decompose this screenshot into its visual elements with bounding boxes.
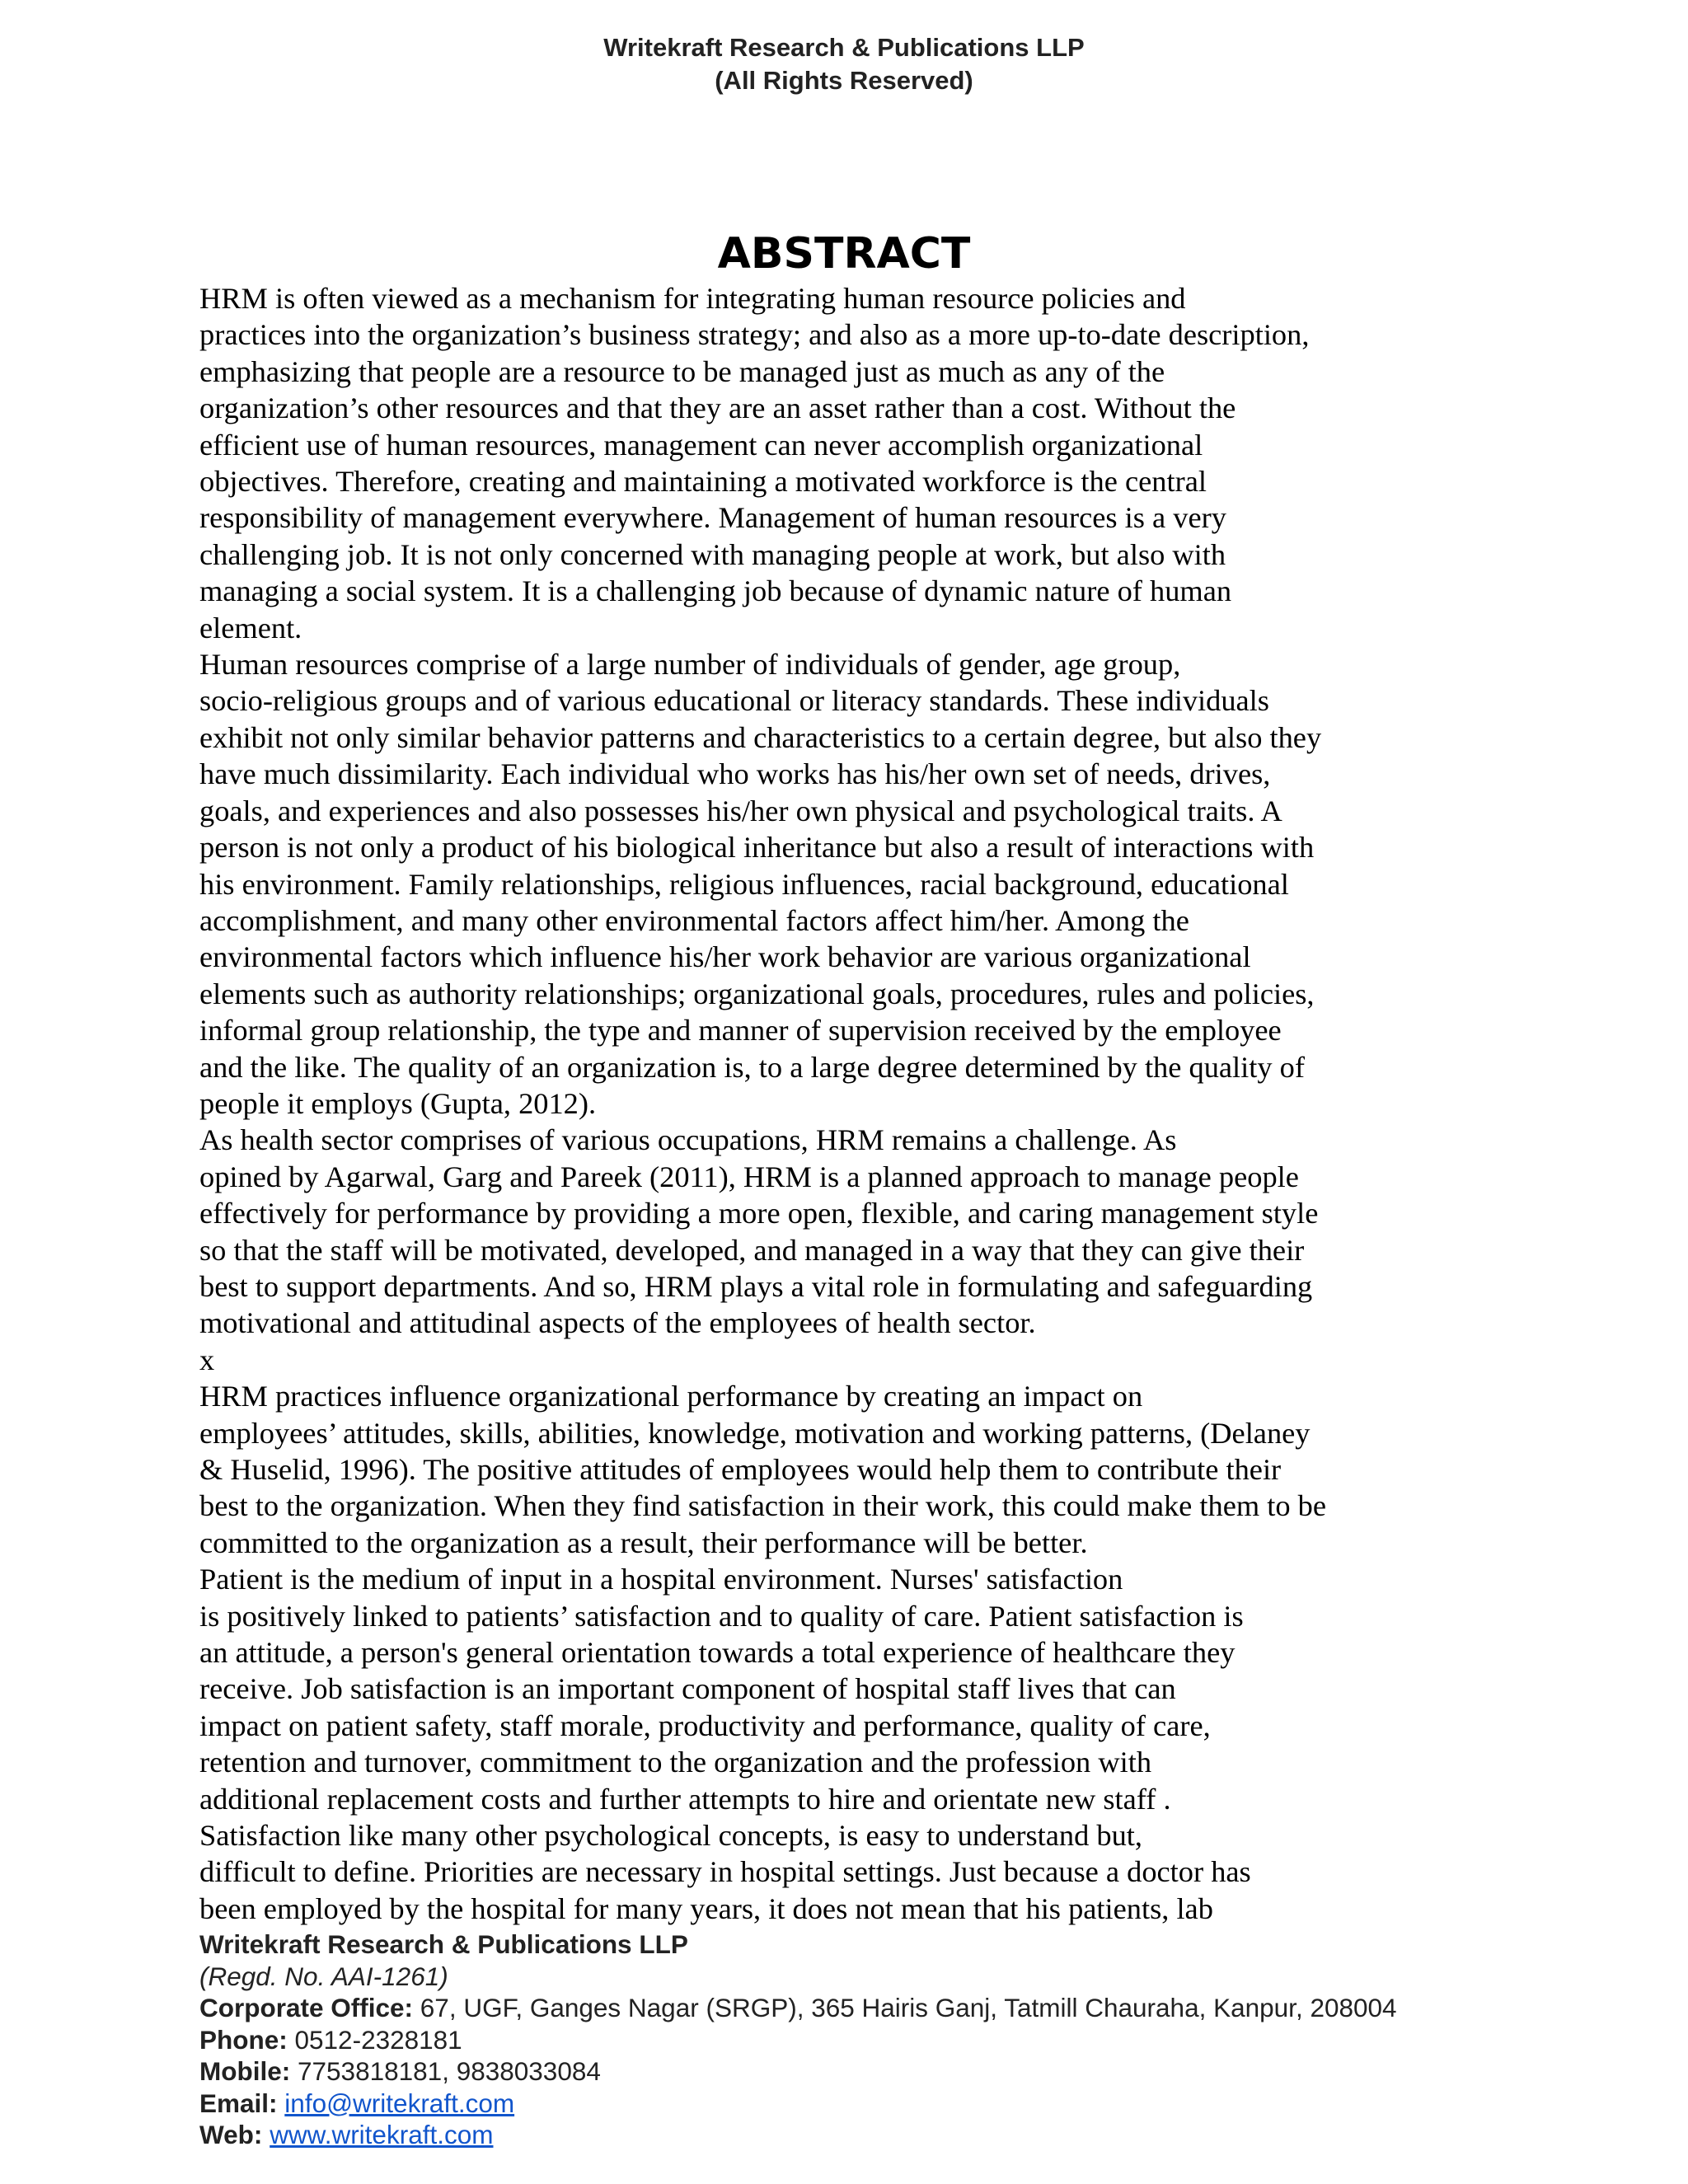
body-text-line: efficient use of human resources, management can never accomplish organizational bbox=[199, 428, 1203, 462]
body-text-line: Satisfaction like many other psychological concepts, is easy to understand but, bbox=[199, 1819, 1143, 1853]
body-text-line: is positively linked to patients’ satisfaction and to quality of care. Patient satisfaction is bbox=[199, 1599, 1244, 1633]
body-text-line: have much dissimilarity. Each individual who works has his/her own set of needs, drives, bbox=[199, 757, 1271, 791]
body-text-line: impact on patient safety, staff morale, productivity and performance, quality of care, bbox=[199, 1708, 1211, 1742]
body-text-line: exhibit not only similar behavior patterns and characteristics to a certain degree, but also they bbox=[199, 720, 1322, 754]
body-text-line: motivational and attitudinal aspects of the employees of health sector. bbox=[199, 1306, 1036, 1340]
website-link[interactable]: www.writekraft.com bbox=[270, 2120, 494, 2149]
header-company-name: Writekraft Research & Publications LLP bbox=[603, 33, 1085, 62]
footer-office-address bbox=[199, 1992, 1667, 2024]
footer-registration-number: (Regd. No. AAI-1261) bbox=[199, 1961, 448, 1991]
page-header bbox=[0, 31, 1688, 97]
email-link[interactable]: info@writekraft.com bbox=[284, 2088, 515, 2118]
body-text-line: & Huselid, 1996). The positive attitudes of employees would help them to contribute their bbox=[199, 1453, 1282, 1486]
mobile-value: 7753818181, 9838033084 bbox=[290, 2056, 601, 2086]
footer-mobile bbox=[199, 2055, 1667, 2088]
abstract-title: ABSTRACT bbox=[717, 229, 971, 279]
body-text-line: employees’ attitudes, skills, abilities, knowledge, motivation and working patterns, (Delaney bbox=[199, 1416, 1311, 1450]
phone-label: Phone: bbox=[199, 2024, 288, 2055]
body-text-line: informal group relationship, the type and manner of supervision received by the employee bbox=[199, 1014, 1282, 1047]
email-label: Email: bbox=[199, 2088, 278, 2118]
body-text-line: his environment. Family relationships, religious influences, racial background, educational bbox=[199, 867, 1289, 901]
body-text-line: difficult to define. Priorities are necessary in hospital settings. Just because a doctor has bbox=[199, 1855, 1251, 1889]
body-text-line: additional replacement costs and further attempts to hire and orientate new staff . bbox=[199, 1782, 1171, 1816]
body-text-line: Human resources comprise of a large number of individuals of gender, age group, bbox=[199, 648, 1181, 682]
body-text-line: person is not only a product of his biological inheritance but also a result of interactions with bbox=[199, 831, 1315, 865]
body-text-line: environmental factors which influence his/her work behavior are various organizational bbox=[199, 940, 1251, 974]
header-rights-notice: (All Rights Reserved) bbox=[715, 66, 973, 95]
body-text-line: been employed by the hospital for many years, it does not mean that his patients, lab bbox=[199, 1891, 1213, 1925]
body-text-line: best to support departments. And so, HRM plays a vital role in formulating and safeguarding bbox=[199, 1269, 1313, 1303]
body-text-line: objectives. Therefore, creating and maintaining a motivated workforce is the central bbox=[199, 465, 1207, 499]
abstract-body bbox=[199, 280, 1617, 1927]
mobile-label: Mobile: bbox=[199, 2056, 291, 2086]
footer-web bbox=[199, 2119, 1667, 2151]
body-text-line: responsibility of management everywhere. Management of human resources is a very bbox=[199, 501, 1226, 535]
body-text-line: committed to the organization as a result, their performance will be better. bbox=[199, 1526, 1088, 1559]
body-text-line: HRM is often viewed as a mechanism for integrating human resource policies and bbox=[199, 282, 1186, 315]
office-label: Corporate Office: bbox=[199, 1993, 414, 2022]
body-text-line: managing a social system. It is a challenging job because of dynamic nature of human bbox=[199, 574, 1232, 608]
body-text-line: an attitude, a person's general orientation towards a total experience of healthcare they bbox=[199, 1636, 1236, 1670]
body-text-line: receive. Job satisfaction is an important component of hospital staff lives that can bbox=[199, 1672, 1176, 1706]
body-text-line: organization’s other resources and that they are an asset rather than a cost. Without the bbox=[199, 391, 1236, 425]
body-text-line: x bbox=[199, 1343, 215, 1376]
body-text-line: best to the organization. When they find satisfaction in their work, this could make them to be bbox=[199, 1489, 1327, 1523]
body-text-line: people it employs (Gupta, 2012). bbox=[199, 1086, 597, 1120]
body-text-line: challenging job. It is not only concerned with managing people at work, but also with bbox=[199, 537, 1226, 571]
body-text-line: and the like. The quality of an organization is, to a large degree determined by the quality of bbox=[199, 1050, 1305, 1084]
body-text-line: emphasizing that people are a resource to be managed just as much as any of the bbox=[199, 354, 1165, 388]
body-text-line: effectively for performance by providing a more open, flexible, and caring management style bbox=[199, 1197, 1319, 1230]
footer-phone bbox=[199, 2024, 1667, 2056]
footer-email bbox=[199, 2088, 1667, 2120]
body-text-line: HRM practices influence organizational performance by creating an impact on bbox=[199, 1380, 1143, 1413]
body-text-line: retention and turnover, commitment to the organization and the profession with bbox=[199, 1746, 1152, 1779]
body-text-line: goals, and experiences and also possesses his/her own physical and psychological traits. A bbox=[199, 794, 1282, 827]
body-text-line: practices into the organization’s business strategy; and also as a more up-to-date description, bbox=[199, 318, 1310, 352]
phone-value: 0512-2328181 bbox=[287, 2024, 462, 2055]
body-text-line: socio-religious groups and of various educational or literacy standards. These individuals bbox=[199, 684, 1269, 718]
office-address-value: 67, UGF, Ganges Nagar (SRGP), 365 Hairis Ganj, Tatmill Chauraha, Kanpur, 208004 bbox=[413, 1993, 1397, 2022]
body-text-line: Patient is the medium of input in a hospital environment. Nurses' satisfaction bbox=[199, 1563, 1123, 1596]
body-text-line: accomplishment, and many other environmental factors affect him/her. Among the bbox=[199, 903, 1189, 937]
web-label: Web: bbox=[199, 2120, 263, 2149]
body-text-line: elements such as authority relationships; organizational goals, procedures, rules and policies, bbox=[199, 977, 1315, 1010]
footer-company-name: Writekraft Research & Publications LLP bbox=[199, 1929, 688, 1959]
body-text-line: so that the staff will be motivated, developed, and managed in a way that they can give their bbox=[199, 1233, 1305, 1267]
body-text-line: element. bbox=[199, 611, 302, 644]
page-footer bbox=[199, 1929, 1667, 2151]
body-text-line: As health sector comprises of various occupations, HRM remains a challenge. As bbox=[199, 1123, 1177, 1157]
body-text-line: opined by Agarwal, Garg and Pareek (2011), HRM is a planned approach to manage people bbox=[199, 1160, 1299, 1193]
